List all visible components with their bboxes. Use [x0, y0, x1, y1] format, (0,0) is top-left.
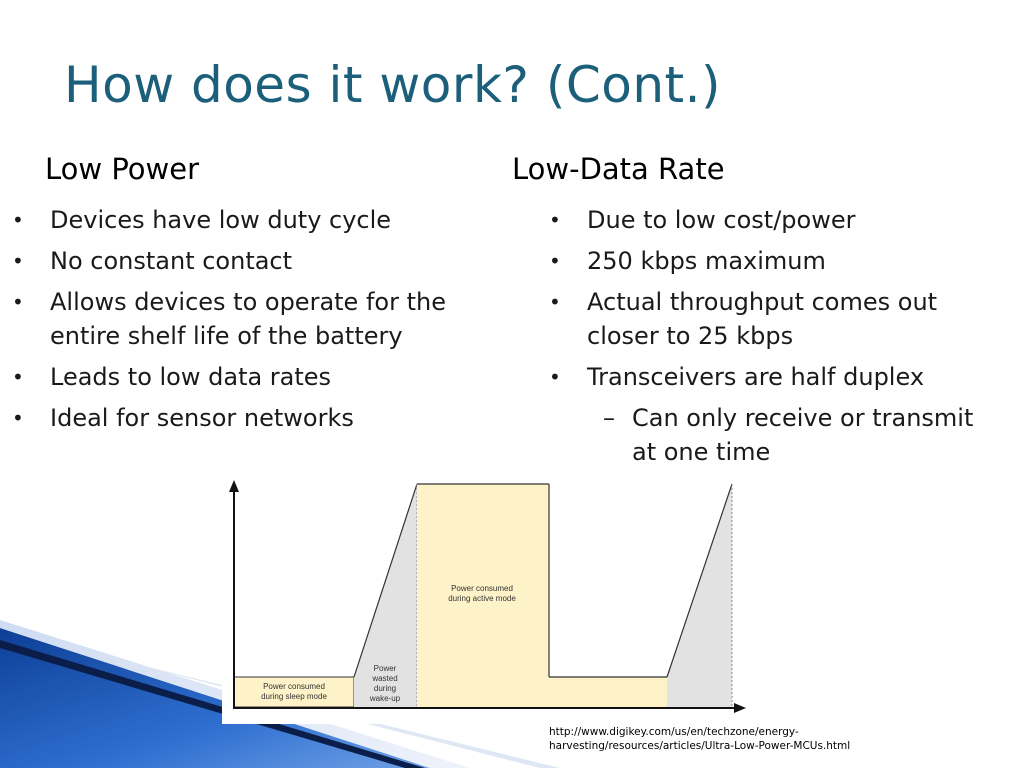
bullet-item: • Transceivers are half duplex — [549, 363, 925, 391]
bullet-item: • 250 kbps maximum — [549, 247, 826, 275]
slide-title: How does it work? (Cont.) — [64, 56, 722, 114]
wake-label-line2: wasted — [372, 674, 398, 683]
power-consumption-diagram — [222, 472, 748, 724]
bullet-text: Due to low cost/power — [587, 206, 856, 234]
bullet-item: • Devices have low duty cycle — [12, 206, 392, 234]
bullet-text: Devices have low duty cycle — [50, 206, 392, 234]
bullet-list-low-power — [8, 203, 513, 442]
wake-label-line1: Power — [373, 664, 397, 673]
active-label-line2: during active mode — [448, 594, 516, 603]
wake-label-line4: wake-up — [369, 694, 401, 703]
bullet-item: • Due to low cost/power — [549, 206, 856, 234]
bullet-item: • No constant contact — [12, 247, 293, 275]
bullet-text: Ideal for sensor networks — [50, 404, 354, 432]
bullet-text: 250 kbps maximum — [587, 247, 826, 275]
bullet-item: • Leads to low data rates — [12, 363, 332, 391]
bullet-text: Allows devices to operate for the entire shelf life of the battery — [50, 288, 446, 350]
source-line-2: harvesting/resources/articles/Ultra-Low-Power-MCUs.html — [549, 740, 851, 752]
sub-bullet-item: – Can only receive or transmit at one time — [603, 404, 974, 466]
sub-bullet-text: Can only receive or transmit at one time — [632, 404, 974, 466]
sleep-label-line2: during sleep mode — [261, 692, 327, 701]
source-citation — [549, 725, 850, 753]
bullet-text: No constant contact — [50, 247, 293, 275]
wake-label-line3: during — [373, 684, 397, 693]
bullet-text: Leads to low data rates — [50, 363, 332, 391]
active-label-line1: Power consumed — [451, 584, 513, 593]
bullet-item: • Actual throughput comes out closer to 25 kbps — [549, 288, 938, 350]
source-line-1: http://www.digikey.com/us/en/techzone/energy- — [549, 726, 799, 738]
bullet-item: • Allows devices to operate for the entire shelf life of the battery — [12, 288, 446, 350]
column-heading-low-power: Low Power — [45, 152, 200, 186]
bullet-text: Actual throughput comes out closer to 25 kbps — [587, 288, 938, 350]
sleep-label-line1: Power consumed — [263, 682, 325, 691]
column-heading-low-data-rate: Low-Data Rate — [512, 152, 725, 186]
bullet-item: • Ideal for sensor networks — [12, 404, 354, 432]
bullet-list-low-data-rate — [545, 203, 1005, 476]
bullet-text: Transceivers are half duplex — [587, 363, 925, 391]
sleep-mode-region-2 — [549, 677, 667, 707]
